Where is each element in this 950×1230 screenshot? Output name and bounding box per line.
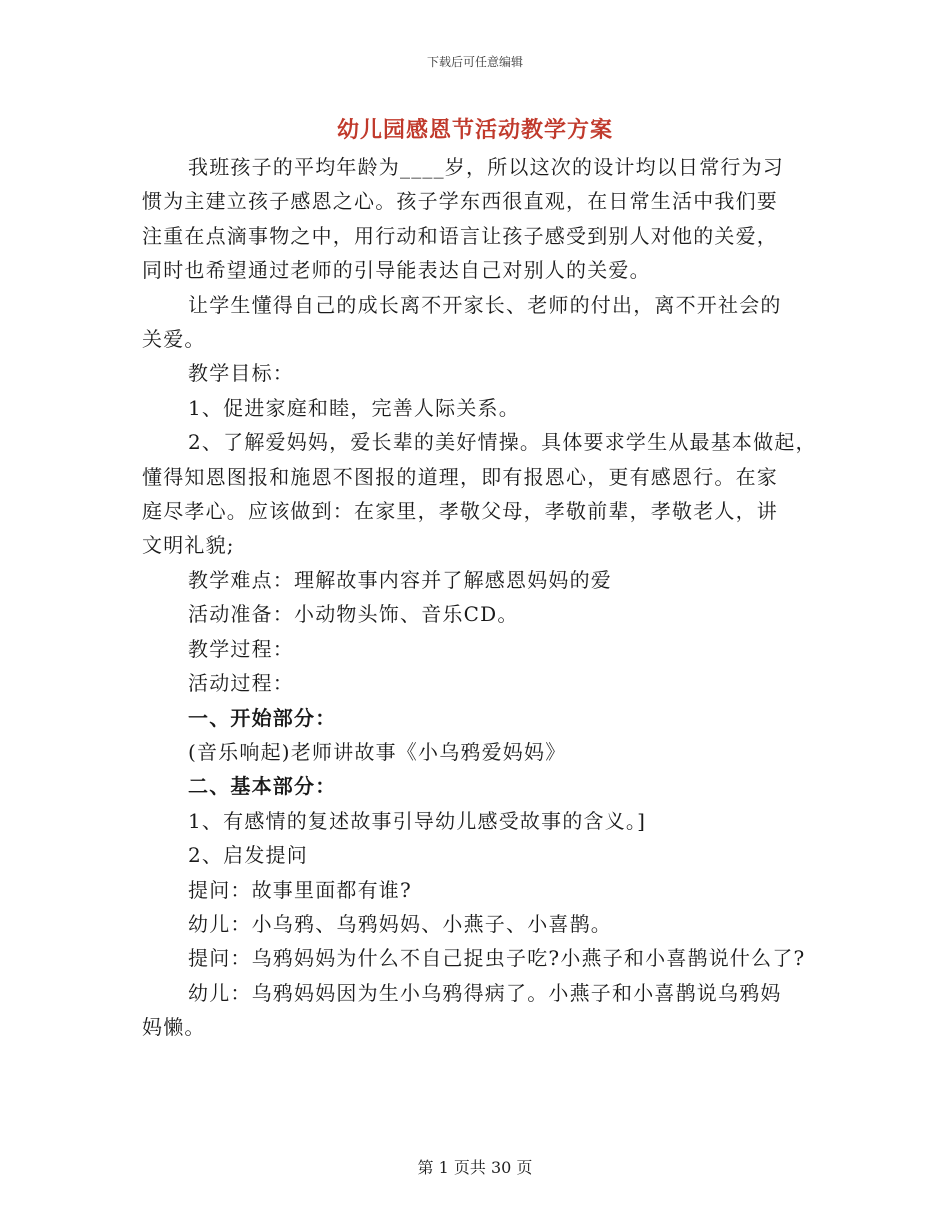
- paragraph-line: 庭尽孝心。应该做到：在家里，孝敬父母，孝敬前辈，孝敬老人，讲: [142, 499, 778, 524]
- paragraph-line: (音乐响起)老师讲故事《小乌鸦爱妈妈》: [188, 739, 567, 764]
- document-body: [142, 150, 817, 1045]
- list-item: 1、有感情的复述故事引导幼儿感受故事的含义。]: [188, 808, 647, 833]
- paragraph-line: 惯为主建立孩子感恩之心。孩子学东西很直观，在日常生活中我们要: [142, 189, 778, 214]
- section-label: 活动过程：: [188, 671, 294, 696]
- section-label: 教学过程：: [188, 636, 294, 661]
- paragraph-line: 注重在点滴事物之中，用行动和语言让孩子感受到别人对他的关爱，: [142, 223, 778, 248]
- paragraph-line: 懂得知恩图报和施恩不图报的道理，即有报恩心，更有感恩行。在家: [142, 464, 778, 489]
- section-heading: 一、开始部分：: [188, 705, 337, 730]
- dialogue-line: 幼儿：小乌鸦、乌鸦妈妈、小燕子、小喜鹊。: [188, 911, 612, 936]
- dialogue-line: 提问：故事里面都有谁?: [188, 877, 412, 902]
- list-item: 1、促进家庭和睦，完善人际关系。: [188, 395, 520, 420]
- page-header-note: 下载后可任意编辑: [426, 55, 523, 69]
- dialogue-line: 妈懒。: [142, 1015, 206, 1040]
- paragraph-line: 教学难点：理解故事内容并了解感恩妈妈的爱: [188, 567, 612, 592]
- list-item: 2、启发提问: [188, 843, 308, 868]
- document-title: 幼儿园感恩节活动教学方案: [336, 117, 613, 143]
- list-item: 2、了解爱妈妈，爱长辈的美好情操。具体要求学生从最基本做起，: [188, 430, 817, 455]
- paragraph-line: 关爱。: [142, 327, 206, 352]
- paragraph-line: 让学生懂得自己的成长离不开家长、老师的付出，离不开社会的: [188, 292, 782, 317]
- paragraph-line: 同时也希望通过老师的引导能表达自己对别人的关爱。: [142, 258, 651, 283]
- dialogue-line: 幼儿：乌鸦妈妈因为生小乌鸦得病了。小燕子和小喜鹊说乌鸦妈: [188, 980, 782, 1005]
- dialogue-line: 提问：乌鸦妈妈为什么不自己捉虫子吃?小燕子和小喜鹊说什么了?: [188, 946, 806, 971]
- paragraph-line: 活动准备：小动物头饰、音乐CD。: [188, 602, 519, 627]
- section-label: 教学目标：: [188, 361, 294, 386]
- section-heading: 二、基本部分：: [188, 774, 337, 799]
- page-footer-pagination: 第 1 页共 30 页: [417, 1158, 533, 1177]
- paragraph-line: 文明礼貌;: [142, 533, 235, 558]
- paragraph-line: 我班孩子的平均年龄为____岁，所以这次的设计均以日常行为习: [188, 155, 784, 179]
